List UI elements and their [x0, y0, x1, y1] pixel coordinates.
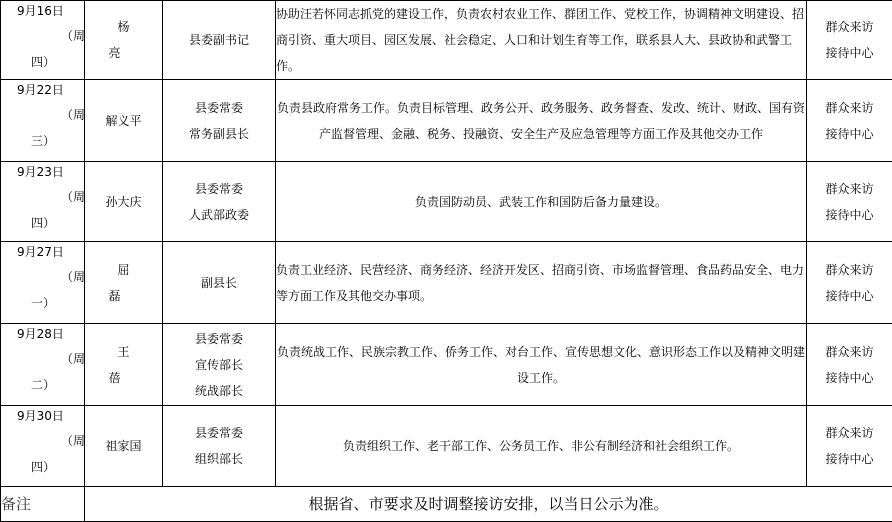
official-position	[163, 1, 276, 80]
reception-date	[1, 242, 85, 324]
official-name-text: 孙大庆	[105, 195, 141, 209]
position-line: 县委常委	[163, 95, 275, 121]
official-name	[85, 1, 163, 80]
official-position	[163, 162, 276, 242]
reception-date	[1, 1, 85, 80]
place-line: 群众来访	[807, 339, 892, 365]
date-line: （周	[61, 352, 85, 366]
official-position	[163, 406, 276, 487]
official-name-text: 解义平	[105, 114, 141, 128]
position-line: 统战部长	[163, 378, 275, 404]
official-name	[85, 242, 163, 324]
note-label: 备注	[1, 487, 85, 522]
schedule-row	[1, 242, 892, 324]
duty-description: 负责统战工作、民族宗教工作、侨务工作、对台工作、宣传思想文化、意识形态工作以及精神文明建设工作。	[276, 324, 807, 406]
date-line: （周	[61, 190, 85, 204]
place-line: 接待中心	[807, 283, 892, 309]
schedule-row	[1, 80, 892, 162]
reception-date	[1, 80, 85, 162]
schedule-row	[1, 324, 892, 406]
position-line: 常务副县长	[163, 121, 275, 147]
position-line: 县委常委	[163, 176, 275, 202]
reception-place	[807, 406, 892, 487]
date-line: 四）	[31, 216, 55, 230]
date-line: 9月27日	[17, 245, 64, 259]
note-text: 根据省、市要求及时调整接访安排，以当日公示为准。	[85, 487, 892, 522]
date-line: 三）	[31, 134, 55, 148]
date-line: 9月28日	[17, 327, 64, 341]
date-line: 一）	[31, 296, 55, 310]
reception-date	[1, 406, 85, 487]
official-name	[85, 406, 163, 487]
official-name-text: 王蓓	[99, 345, 147, 385]
date-line: （周	[61, 108, 85, 122]
position-line: 县委常委	[163, 420, 275, 446]
official-name-text: 杨亮	[99, 20, 147, 60]
schedule-row	[1, 162, 892, 242]
date-line: 9月22日	[17, 83, 64, 97]
place-line: 群众来访	[807, 14, 892, 40]
place-line: 群众来访	[807, 420, 892, 446]
duty-description: 负责县政府常务工作。负责目标管理、政务公开、政务服务、政务督查、发改、统计、财政、国有资产监督管理、金融、税务、投融资、安全生产及应急管理等方面工作及其他交办工作	[276, 80, 807, 162]
official-position	[163, 242, 276, 324]
place-line: 接待中心	[807, 40, 892, 66]
reception-place	[807, 242, 892, 324]
official-name	[85, 80, 163, 162]
official-position	[163, 80, 276, 162]
position-line: 人武部政委	[163, 202, 275, 228]
position-line: 县委常委	[163, 326, 275, 352]
duty-description: 负责工业经济、民营经济、商务经济、经济开发区、招商引资、市场监督管理、食品药品安全、电力等方面工作及其他交办事项。	[276, 242, 807, 324]
reception-date	[1, 162, 85, 242]
date-line: 四）	[31, 55, 55, 69]
note-row	[1, 487, 892, 522]
reception-place	[807, 80, 892, 162]
duty-description: 负责国防动员、武装工作和国防后备力量建设。	[276, 162, 807, 242]
position-line: 组织部长	[163, 446, 275, 472]
schedule-row	[1, 406, 892, 487]
position-line: 宣传部长	[163, 352, 275, 378]
duty-description: 协助汪若怀同志抓党的建设工作，负责农村农业工作、群团工作、党校工作，协调精神文明建设、招商引资、重大项目、园区发展、社会稳定、人口和计划生育等工作，联系县人大、县政协和武警工作。	[276, 1, 807, 80]
place-line: 群众来访	[807, 176, 892, 202]
date-line: 四）	[31, 460, 55, 474]
place-line: 群众来访	[807, 95, 892, 121]
reception-place	[807, 324, 892, 406]
date-line: （周	[61, 29, 85, 43]
schedule-row	[1, 1, 892, 80]
official-position	[163, 324, 276, 406]
place-line: 接待中心	[807, 121, 892, 147]
date-line: 9月23日	[17, 165, 64, 179]
place-line: 接待中心	[807, 365, 892, 391]
date-line: （周	[61, 434, 85, 448]
reception-date	[1, 324, 85, 406]
date-line: 9月16日	[17, 4, 64, 18]
date-line: （周	[61, 270, 85, 284]
place-line: 群众来访	[807, 257, 892, 283]
date-line: 二）	[31, 378, 55, 392]
position-line: 县委副书记	[163, 27, 275, 53]
position-line: 副县长	[163, 270, 275, 296]
duty-description: 负责组织工作、老干部工作、公务员工作、非公有制经济和社会组织工作。	[276, 406, 807, 487]
official-name	[85, 162, 163, 242]
reception-place	[807, 162, 892, 242]
official-name-text: 祖家国	[105, 439, 141, 453]
reception-place	[807, 1, 892, 80]
place-line: 接待中心	[807, 202, 892, 228]
official-name	[85, 324, 163, 406]
date-line: 9月30日	[17, 409, 64, 423]
official-name-text: 屈磊	[99, 263, 147, 303]
place-line: 接待中心	[807, 446, 892, 472]
